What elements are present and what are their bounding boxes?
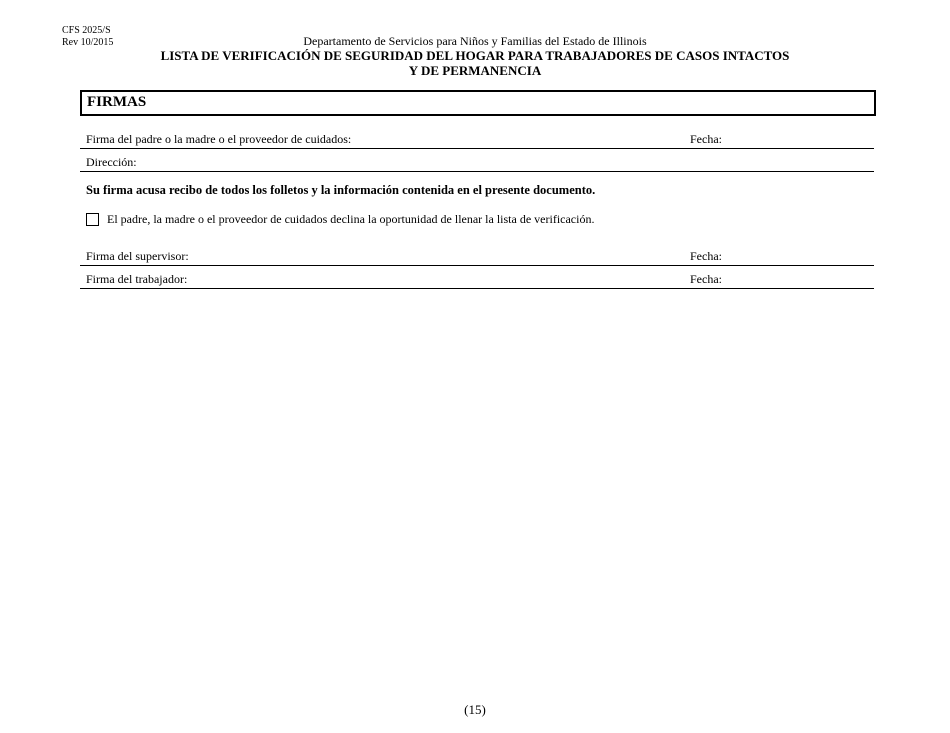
address-label: Dirección: — [86, 155, 137, 169]
parent-signature-date-label: Fecha: — [690, 132, 722, 146]
decline-label: El padre, la madre o el proveedor de cuidados declina la oportunidad de llenar la lista de verificación. — [107, 212, 595, 226]
page-title — [0, 48, 950, 78]
acknowledgement-text: Su firma acusa recibo de todos los folletos y la información contenida en el presente documento. — [86, 183, 596, 197]
worker-signature-label: Firma del trabajador: — [86, 272, 188, 286]
worker-signature-date-label: Fecha: — [690, 272, 722, 286]
supervisor-signature-date-label: Fecha: — [690, 249, 722, 263]
supervisor-signature-line[interactable] — [80, 249, 874, 266]
form-revision: Rev 10/2015 — [62, 37, 114, 48]
parent-signature-label: Firma del padre o la madre o el proveedor de cuidados: — [86, 132, 352, 146]
page-number: (15) — [464, 702, 486, 717]
parent-signature-line[interactable] — [80, 132, 874, 149]
worker-signature-line[interactable] — [80, 272, 874, 289]
form-number: CFS 2025/S — [62, 25, 111, 36]
title-line-1: LISTA DE VERIFICACIÓN DE SEGURIDAD DEL HOGAR PARA TRABAJADORES DE CASOS INTACTOS — [160, 48, 790, 63]
supervisor-signature-label: Firma del supervisor: — [86, 249, 189, 263]
signatures-section-header — [80, 90, 876, 116]
department-name: Departamento de Servicios para Niños y Familias del Estado de Illinois — [303, 34, 647, 48]
decline-checkbox[interactable] — [86, 213, 99, 226]
address-line[interactable] — [80, 155, 874, 172]
section-title: FIRMAS — [87, 94, 147, 110]
title-line-2: Y DE PERMANENCIA — [408, 63, 542, 78]
